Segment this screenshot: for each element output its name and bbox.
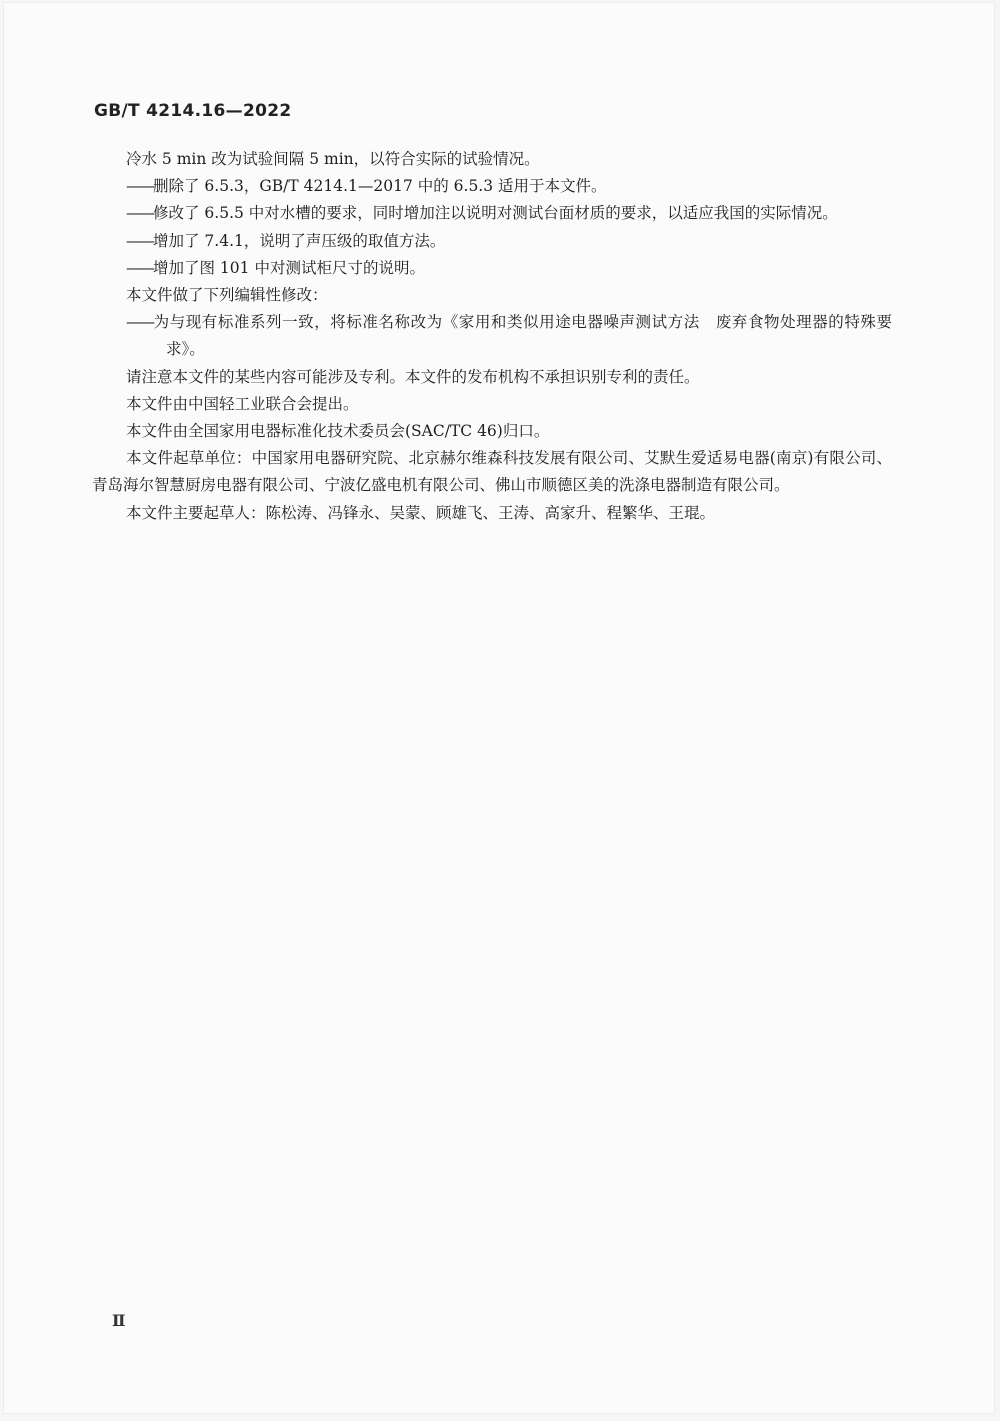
dash-marker: —— <box>126 313 153 332</box>
dash-marker: —— <box>126 258 153 277</box>
standard-code-header: GB/T 4214.16—2022 <box>94 101 292 121</box>
list-item <box>92 255 892 282</box>
paragraph: 本文件由全国家用电器标准化技术委员会(SAC/TC 46)归口。 <box>126 422 550 441</box>
list-item <box>92 173 892 200</box>
document-page <box>4 3 994 1413</box>
list-item-text: 增加了 7.4.1，说明了声压级的取值方法。 <box>153 231 446 250</box>
paragraph: 本文件由中国轻工业联合会提出。 <box>126 394 359 413</box>
list-item-text: 为与现有标准系列一致，将标准名称改为《家用和类似用途电器噪声测试方法 废弃食物处理器的特殊要求》。 <box>153 313 892 359</box>
list-item <box>92 309 892 363</box>
list-item-text: 增加了图 101 中对测试柜尺寸的说明。 <box>153 258 425 277</box>
paragraph: 本文件起草单位：中国家用电器研究院、北京赫尔维森科技发展有限公司、艾默生爱适易电器(南京)有限公司、青岛海尔智慧厨房电器有限公司、宁波亿盛电机有限公司、佛山市顺德区美的洗涤电器制造有限公司。 <box>92 449 892 495</box>
paragraph: 请注意本文件的某些内容可能涉及专利。本文件的发布机构不承担识别专利的责任。 <box>126 367 700 386</box>
paragraph: 本文件主要起草人：陈松涛、冯锋永、吴蒙、顾雄飞、王涛、高家升、程繁华、王琨。 <box>126 503 716 522</box>
dash-marker: —— <box>126 204 153 223</box>
continuation-paragraph: 冷水 5 min 改为试验间隔 5 min，以符合实际的试验情况。 <box>126 150 540 168</box>
paragraph: 本文件做了下列编辑性修改： <box>126 286 328 305</box>
body-text <box>92 146 892 527</box>
list-item <box>92 200 892 227</box>
page-number: Ⅱ <box>112 1311 126 1330</box>
dash-marker: —— <box>126 177 153 196</box>
dash-marker: —— <box>126 231 153 250</box>
list-item <box>92 228 892 255</box>
list-item-text: 修改了 6.5.5 中对水槽的要求，同时增加注以说明对测试台面材质的要求，以适应我国的实际情况。 <box>153 204 838 223</box>
list-item-text: 删除了 6.5.3，GB/T 4214.1—2017 中的 6.5.3 适用于本文件。 <box>153 177 607 196</box>
